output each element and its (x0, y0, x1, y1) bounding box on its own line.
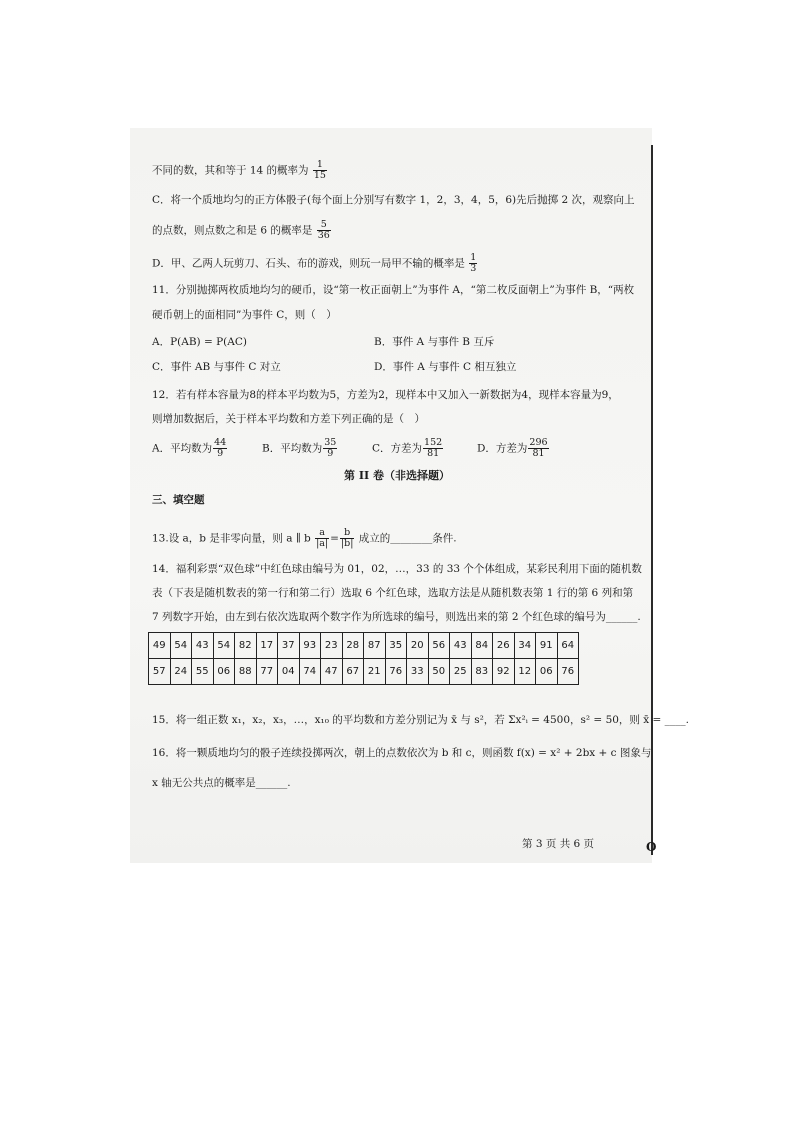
table-cell: 20 (407, 633, 429, 659)
question-12-line-2: 则增加数据后，关于样本平均数和方差下列正确的是（ ） (152, 413, 425, 425)
table-cell: 93 (299, 633, 321, 659)
question-15: 15．将一组正数 x₁，x₂，x₃，…，x₁₀ 的平均数和方差分别记为 x̄ 与 s²，若 Σx²ᵢ = 4500，s² = 50，则 x̄ = ____. (152, 714, 690, 726)
vector-a-b: a，b (182, 532, 207, 545)
table-cell: 04 (278, 659, 300, 685)
table-cell: 50 (428, 659, 450, 685)
table-cell: 24 (170, 659, 192, 685)
table-cell: 54 (170, 633, 192, 659)
table-cell: 84 (471, 633, 493, 659)
edge-mark: O (646, 840, 657, 854)
table-row (149, 633, 579, 659)
page-footer: 第 3 页 共 6 页 (522, 838, 595, 850)
question-14-line-3: 7 列数字开始，由左到右依次选取两个数字作为所选球的编号，则选出来的第 2 个红色球的编号为______. (152, 611, 641, 623)
table-cell: 25 (450, 659, 472, 685)
table-cell: 67 (342, 659, 364, 685)
table-cell: 76 (557, 659, 579, 685)
fraction-1-15: $\frac{1}{15}$ (313, 159, 326, 181)
table-cell: 49 (149, 633, 171, 659)
table-cell: 43 (450, 633, 472, 659)
table-cell: 12 (514, 659, 536, 685)
section-title-part-2: 第 II 卷（非选择题） (344, 469, 450, 482)
table-cell: 88 (235, 659, 257, 685)
table-cell: 57 (149, 659, 171, 685)
q12-option-b: B．平均数为 $\frac{35}{9}$ (262, 437, 337, 459)
table-cell: 91 (536, 633, 558, 659)
table-cell: 35 (385, 633, 407, 659)
q11-option-d: D．事件 A 与事件 C 相互独立 (374, 361, 517, 373)
table-cell: 26 (493, 633, 515, 659)
option-d-line: D．甲、乙两人玩剪刀、石头、布的游戏，则玩一局甲不输的概率是 $\frac{1}{3}$ (152, 252, 477, 274)
table-cell: 76 (385, 659, 407, 685)
option-c-line-2: 的点数，则点数之和是 6 的概率是 $\frac{5}{36}$ (152, 219, 330, 241)
question-14-line-1: 14．福利彩票“双色球”中红色球由编号为 01，02，…，33 的 33 个个体组成，某彩民利用下面的随机数 (152, 563, 642, 575)
table-cell: 83 (471, 659, 493, 685)
question-13: 13.设 a，b 是非零向量，则 a ∥ b $\frac{a}{|a|}$ = $\frac{b}{|b|}$ 成立的________条件. (152, 527, 457, 549)
table-cell: 92 (493, 659, 515, 685)
option-c-line: C．将一个质地均匀的正方体骰子(每个面上分别写有数字 1，2，3，4，5，6)先后抛掷 2 次，观察向上 (152, 194, 635, 206)
table-cell: 23 (321, 633, 343, 659)
question-14-line-2: 表（下表是随机数表的第一行和第二行）选取 6 个红色球，选取方法是从随机数表第 1 行的第 6 列和第 (152, 587, 634, 599)
question-11-line-1: 11．分别抛掷两枚质地均匀的硬币，设“第一枚正面朝上”为事件 A，“第二枚反面朝上”为事件 B，“两枚 (152, 284, 635, 296)
line-prev-question: 不同的数，其和等于 14 的概率为 $\frac{1}{15}$ (152, 159, 326, 181)
table-cell: 77 (256, 659, 278, 685)
vector-parallel: a ∥ b (286, 532, 311, 545)
question-16-line-2: x 轴无公共点的概率是______. (152, 777, 291, 789)
q11-option-a: A．P(AB) = P(AC) (152, 336, 247, 348)
table-cell: 28 (342, 633, 364, 659)
table-cell: 21 (364, 659, 386, 685)
table-cell: 74 (299, 659, 321, 685)
table-cell: 17 (256, 633, 278, 659)
table-cell: 06 (213, 659, 235, 685)
table-row (149, 659, 579, 685)
q11-option-c: C．事件 AB 与事件 C 对立 (152, 361, 281, 373)
question-16-line-1: 16．将一颗质地均匀的骰子连续投掷两次，朝上的点数依次为 b 和 c，则函数 f(x) = x² + 2bx + c 图象与 (152, 747, 652, 759)
table-cell: 55 (192, 659, 214, 685)
section-title-fill-blank: 三、填空题 (152, 494, 205, 506)
fraction-5-36: $\frac{5}{36}$ (317, 219, 330, 241)
fraction-1-3: $\frac{1}{3}$ (470, 252, 477, 274)
table-cell: 06 (536, 659, 558, 685)
table-cell: 82 (235, 633, 257, 659)
q12-option-a: A．平均数为 $\frac{44}{9}$ (152, 437, 227, 459)
unit-vector-a: $\frac{a}{|a|}$ (316, 527, 329, 549)
question-12-line-1: 12．若有样本容量为8的样本平均数为5，方差为2，现样本中又加入一新数据为4，现样本容量为9， (152, 389, 619, 401)
table-cell: 43 (192, 633, 214, 659)
q12-option-c: C．方差为 $\frac{152}{81}$ (372, 437, 443, 459)
q11-option-b: B．事件 A 与事件 B 互斥 (374, 336, 495, 348)
table-cell: 34 (514, 633, 536, 659)
table-cell: 56 (428, 633, 450, 659)
q12-option-d: D．方差为 $\frac{296}{81}$ (477, 437, 548, 459)
unit-vector-b: $\frac{b}{|b|}$ (340, 527, 354, 549)
table-cell: 87 (364, 633, 386, 659)
question-11-line-2: 硬币朝上的面相同”为事件 C，则（ ） (152, 309, 337, 321)
table-cell: 54 (213, 633, 235, 659)
table-cell: 33 (407, 659, 429, 685)
table-cell: 47 (321, 659, 343, 685)
table-cell: 64 (557, 633, 579, 659)
table-cell: 37 (278, 633, 300, 659)
random-number-table (148, 632, 579, 685)
